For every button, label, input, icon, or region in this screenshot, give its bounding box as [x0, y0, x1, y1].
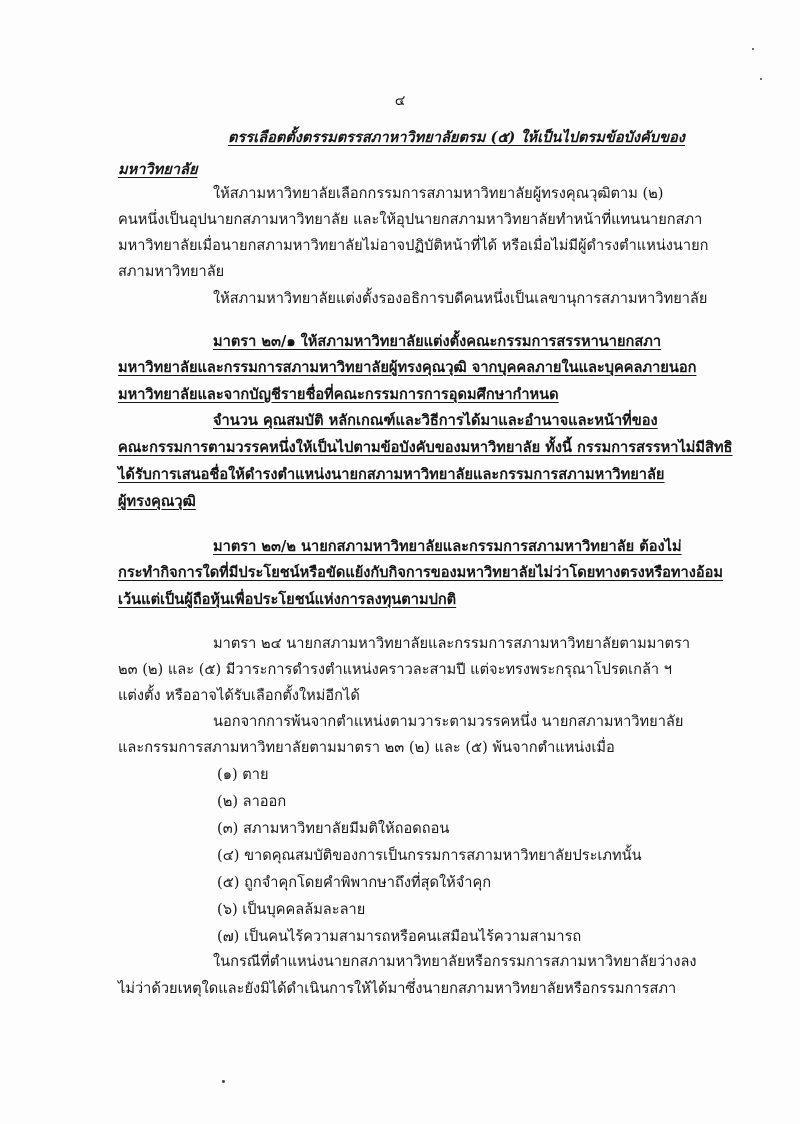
- text-line: มาตรา ๒๓/๑ ให้สภามหาวิทยาลัยแต่งตั้งคณะกรรมการสรรหานายกสภา: [213, 333, 662, 350]
- text-line: ผู้ทรงคุณวุฒิ: [118, 493, 196, 510]
- text-line: แต่งตั้ง หรืออาจได้รับเลือกตั้งใหม่อีกได้: [118, 687, 360, 704]
- text-line: มหาวิทยาลัยเมื่อนายกสภามหาวิทยาลัยไม่อาจปฏิบัติหน้าที่ได้ หรือเมื่อไม่มีผู้ดำรงตำแหน่งนายก: [118, 237, 709, 254]
- text-line: (๗) เป็นคนไร้ความสามารถหรือคนเสมือนไร้ความสามารถ: [217, 928, 582, 945]
- text-line: มหาวิทยาลัย: [118, 161, 198, 178]
- text-line: จำนวน คุณสมบัติ หลักเกณฑ์และวิธีการได้มาและอำนาจและหน้าที่ของ: [213, 412, 658, 429]
- page-number: ๔: [394, 93, 406, 109]
- text-line: ให้สภามหาวิทยาลัยแต่งตั้งรองอธิการบดีคนหนึ่งเป็นเลขานุการสภามหาวิทยาลัย: [213, 290, 708, 307]
- scan-speck: [222, 1080, 225, 1083]
- scan-speck: [760, 78, 762, 80]
- text-line: มาตรา ๒๓/๒ นายกสภามหาวิทยาลัยและกรรมการสภามหาวิทยาลัย ต้องไม่: [213, 538, 682, 555]
- text-line: นอกจากการพ้นจากตำแหน่งตามวาระตามวรรคหนึ่ง นายกสภามหาวิทยาลัย: [213, 713, 684, 730]
- scan-speck: [752, 48, 754, 50]
- text-line: มหาวิทยาลัยและจากบัญชีรายชื่อที่คณะกรรมการการอุดมศึกษากำหนด: [118, 386, 559, 403]
- text-line: ๒๓ (๒) และ (๕) มีวาระการดำรงตำแหน่งคราวละสามปี แต่จะทรงพระกรุณาโปรดเกล้า ฯ: [118, 661, 672, 678]
- text-line: เว้นแต่เป็นผู้ถือหุ้นเพื่อประโยชน์แห่งการลงทุนตามปกติ: [118, 591, 457, 608]
- text-line: ตรรเลือตตั้งตรรมตรรสภาหาวิทยาลัยตรม (๕) ให้เป็นไปตรมข้อบังคับของ: [228, 129, 685, 146]
- text-line: (๔) ขาดคุณสมบัติของการเป็นกรรมการสภามหาวิทยาลัยประเภทนั้น: [217, 847, 642, 864]
- text-line: มาตรา ๒๔ นายกสภามหาวิทยาลัยและกรรมการสภามหาวิทยาลัยตามมาตรา: [213, 635, 691, 652]
- text-line: ให้สภามหาวิทยาลัยเลือกกรรมการสภามหาวิทยาลัยผู้ทรงคุณวุฒิตาม (๒): [213, 185, 664, 202]
- text-line: มหาวิทยาลัยและกรรมการสภามหาวิทยาลัยผู้ทรงคุณวุฒิ จากบุคคลภายในและบุคคลภายนอก: [118, 359, 697, 376]
- text-line: คณะกรรมการตามวรรคหนึ่งให้เป็นไปตามข้อบังคับของมหาวิทยาลัย ทั้งนี้ กรรมการสรรหาไม่มีสิทธิ: [118, 439, 733, 456]
- text-line: ได้รับการเสนอชื่อให้ดำรงตำแหน่งนายกสภามหาวิทยาลัยและกรรมการสภามหาวิทยาลัย: [118, 466, 665, 483]
- text-line: สภามหาวิทยาลัย: [118, 263, 225, 280]
- text-line: และกรรมการสภามหาวิทยาลัยตามมาตรา ๒๓ (๒) และ (๕) พ้นจากตำแหน่งเมื่อ: [118, 739, 615, 756]
- text-line: กระทำกิจการใดที่มีประโยชน์หรือขัดแย้งกับกิจการของมหาวิทยาลัยไม่ว่าโดยทางตรงหรือทางอ้อม: [118, 564, 724, 581]
- text-line: (๖) เป็นบุคคลล้มละลาย: [217, 901, 366, 918]
- text-line: (๒) ลาออก: [217, 793, 287, 810]
- text-line: (๑) ตาย: [217, 766, 269, 783]
- text-line: (๓) สภามหาวิทยาลัยมีมติให้ถอดถอน: [217, 820, 450, 837]
- text-line: คนหนึ่งเป็นอุปนายกสภามหาวิทยาลัย และให้อุปนายกสภามหาวิทยาลัยทำหน้าที่แทนนายกสภา: [118, 211, 703, 228]
- text-line: ในกรณีที่ตำแหน่งนายกสภามหาวิทยาลัยหรือกรรมการสภามหาวิทยาลัยว่างลง: [213, 953, 697, 970]
- text-line: ไม่ว่าด้วยเหตุใดและยังมิได้ดำเนินการให้ได้มาซึ่งนายกสภามหาวิทยาลัยหรือกรรมการสภา: [118, 980, 677, 997]
- text-line: (๕) ถูกจำคุกโดยคำพิพากษาถึงที่สุดให้จำคุก: [217, 874, 492, 891]
